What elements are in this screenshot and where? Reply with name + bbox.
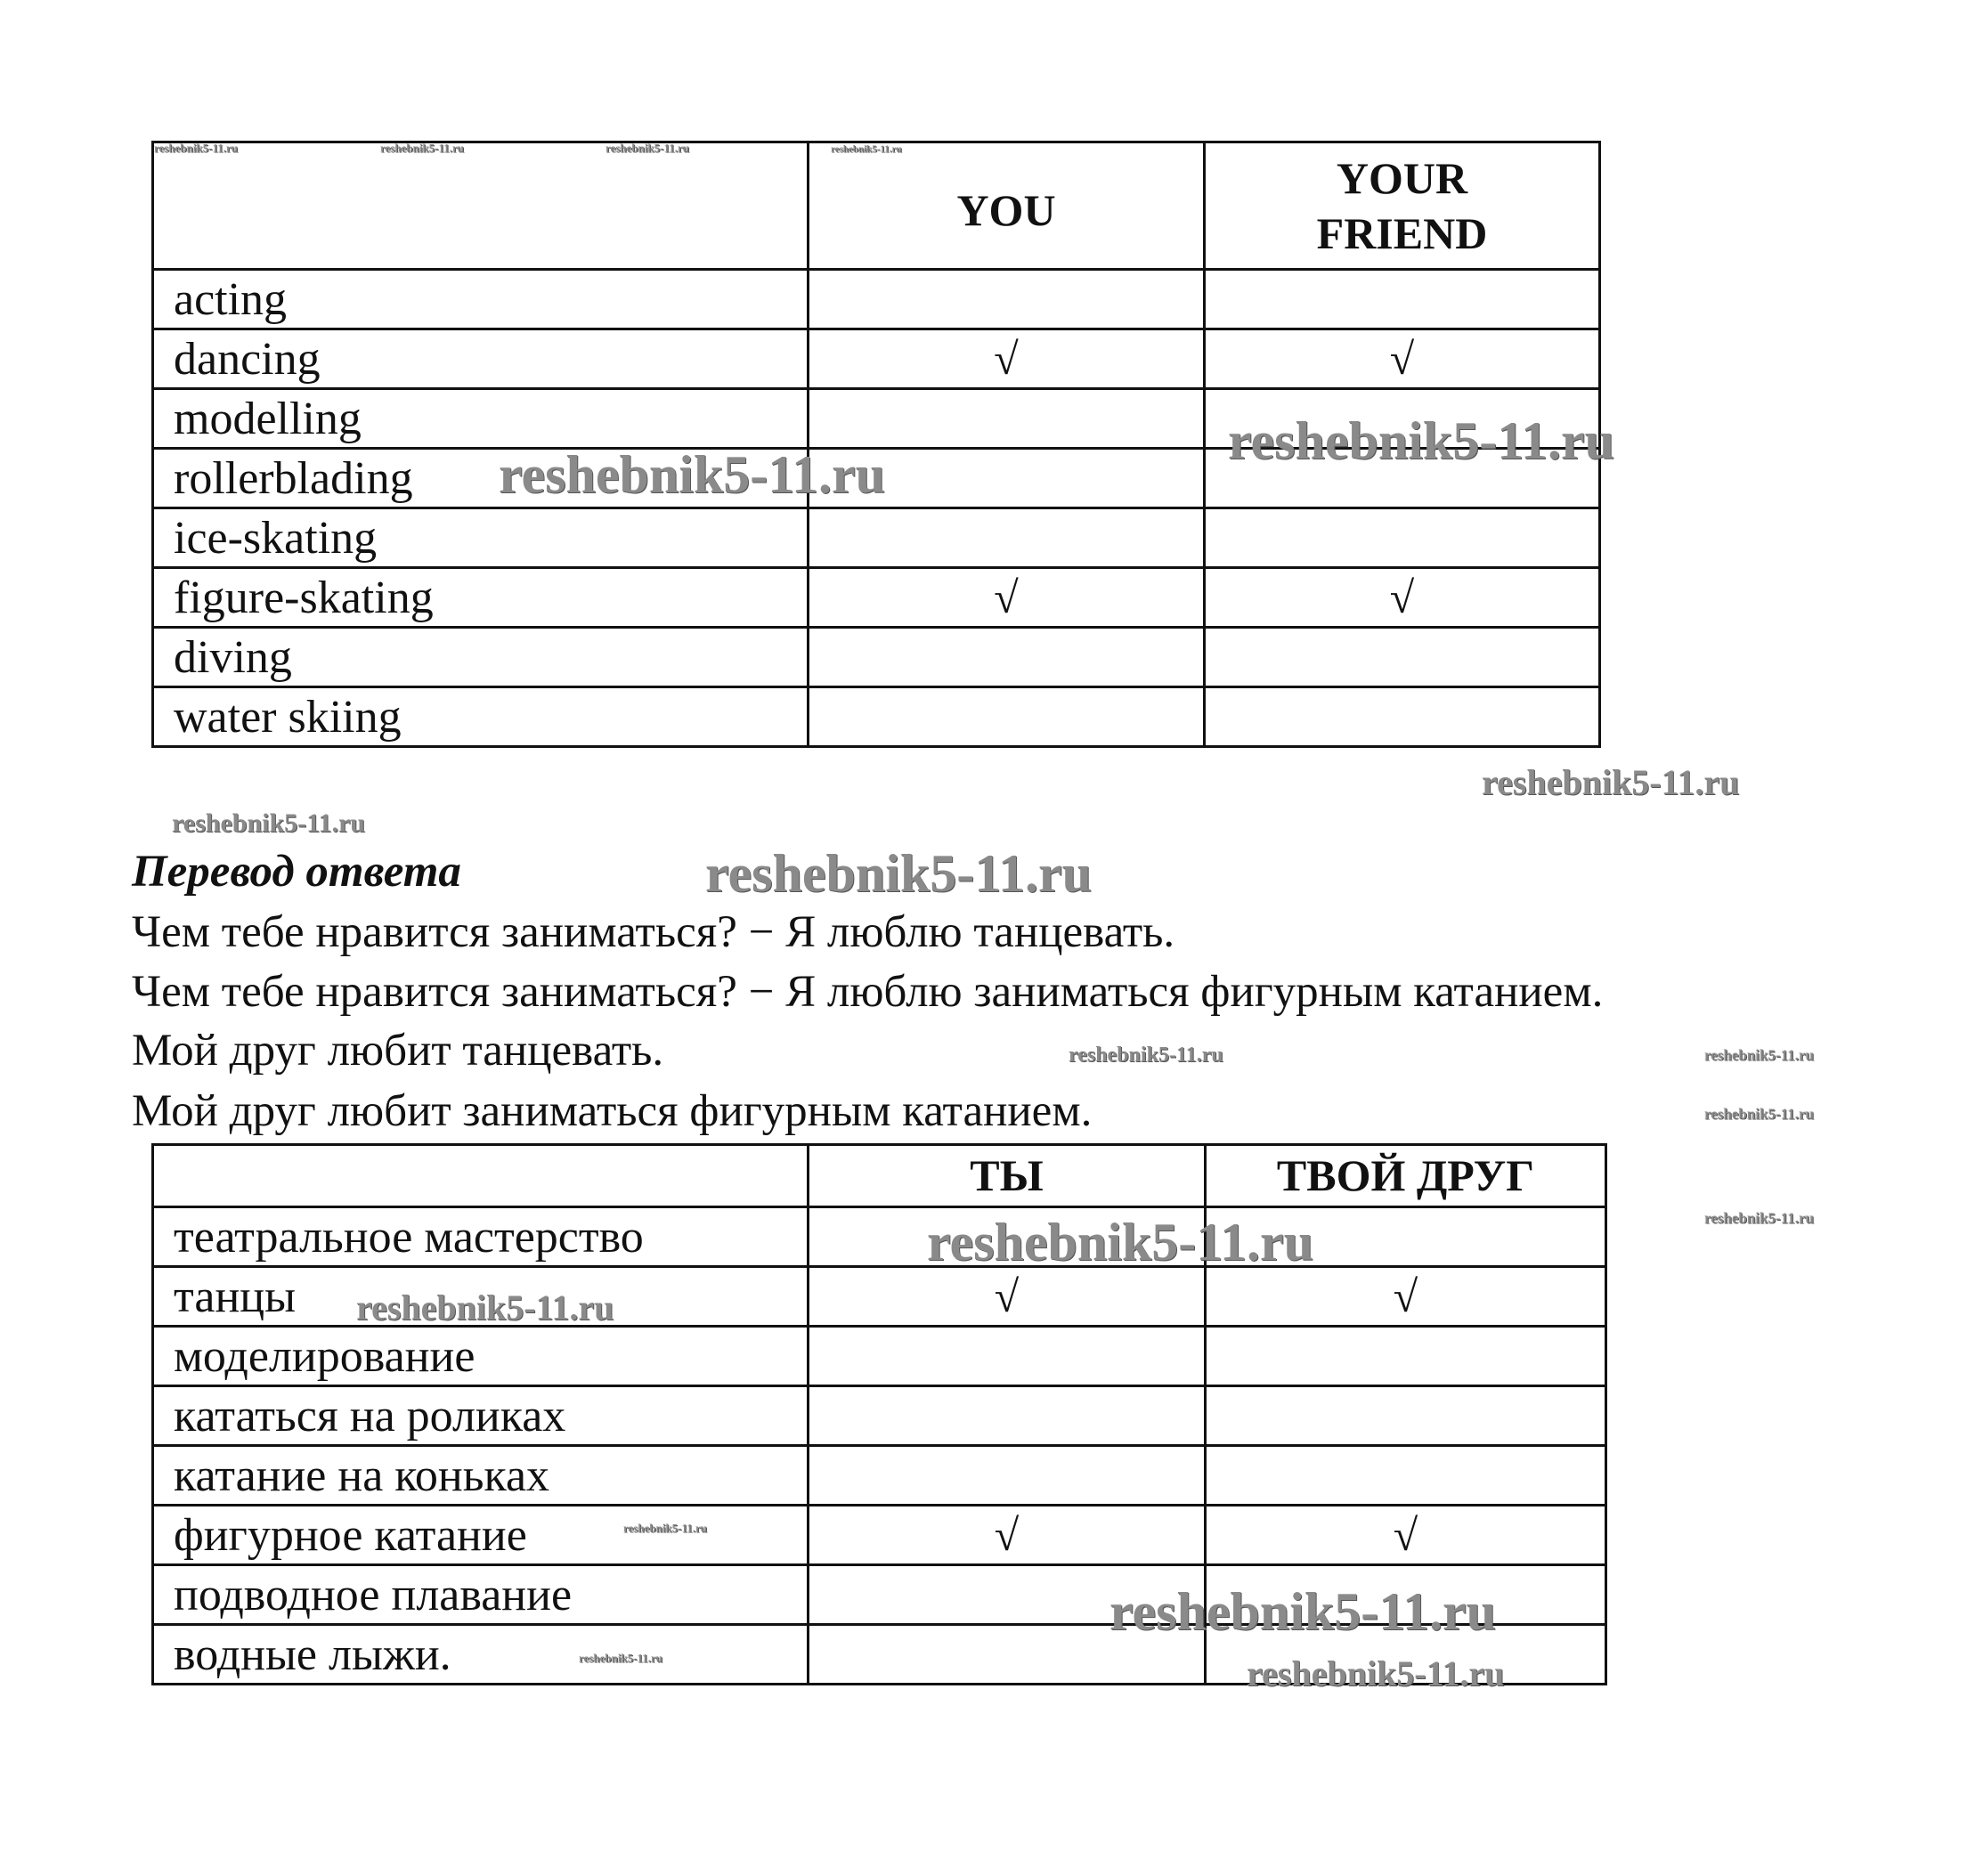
- you-check-cell: [809, 508, 1205, 568]
- watermark: reshebnik5-11.ru: [1228, 411, 1614, 470]
- table-row: [153, 1327, 1606, 1386]
- friend-check-cell: √: [1205, 329, 1600, 389]
- activity-cell: figure-skating: [153, 568, 809, 628]
- activity-cell: подводное плавание: [153, 1565, 809, 1625]
- activity-cell: diving: [153, 628, 809, 687]
- you-check-cell: [809, 1446, 1206, 1506]
- friend-check-cell: [1206, 1327, 1606, 1386]
- you-check-cell: √: [809, 1506, 1206, 1565]
- you-check-cell: [809, 389, 1205, 449]
- header-your-friend-label: YOUR FRIEND: [1316, 152, 1488, 258]
- activity-cell: кататься на роликах: [153, 1386, 809, 1446]
- friend-check-cell: √: [1206, 1506, 1606, 1565]
- translation-line: Мой друг любит танцевать.: [132, 1026, 664, 1076]
- header-your-friend: ТВОЙ ДРУГ: [1206, 1145, 1606, 1207]
- activity-cell: water skiing: [153, 687, 809, 747]
- watermark: reshebnik5-11.ru: [705, 844, 1092, 903]
- table-row: [153, 1207, 1606, 1267]
- you-check-cell: √: [809, 568, 1205, 628]
- table-row: [153, 1506, 1606, 1565]
- translation-line: Чем тебе нравится заниматься? − Я люблю заниматься фигурным катанием.: [132, 967, 1604, 1017]
- translation-line: Мой друг любит заниматься фигурным катанием.: [132, 1086, 1093, 1136]
- table-row: [153, 687, 1600, 747]
- activity-cell: ice-skating: [153, 508, 809, 568]
- friend-check-cell: [1206, 1386, 1606, 1446]
- table-row: [153, 270, 1600, 329]
- you-check-cell: [809, 1386, 1206, 1446]
- activity-cell: танцы: [153, 1267, 809, 1327]
- header-you: YOU: [809, 142, 1205, 270]
- you-check-cell: [809, 270, 1205, 329]
- watermark: reshebnik5-11.ru: [1704, 1105, 1814, 1123]
- watermark: reshebnik5-11.ru: [154, 141, 239, 155]
- table-row: [153, 329, 1600, 389]
- friend-check-cell: √: [1205, 568, 1600, 628]
- watermark: reshebnik5-11.ru: [831, 143, 902, 155]
- table-row: [153, 1446, 1606, 1506]
- table-row: [153, 508, 1600, 568]
- activity-cell: dancing: [153, 329, 809, 389]
- watermark: reshebnik5-11.ru: [579, 1651, 663, 1665]
- watermark: reshebnik5-11.ru: [927, 1213, 1313, 1271]
- watermark: reshebnik5-11.ru: [606, 141, 690, 155]
- table-row: [153, 568, 1600, 628]
- activity-cell: катание на коньках: [153, 1446, 809, 1506]
- friend-check-cell: [1205, 270, 1600, 329]
- you-check-cell: √: [809, 1267, 1206, 1327]
- watermark: reshebnik5-11.ru: [499, 445, 885, 504]
- header-your-friend: [1205, 142, 1600, 270]
- you-check-cell: [809, 1327, 1206, 1386]
- watermark: reshebnik5-11.ru: [1482, 762, 1740, 802]
- you-check-cell: [809, 687, 1205, 747]
- you-check-cell: [809, 628, 1205, 687]
- translation-title: Перевод ответа: [132, 847, 461, 897]
- translation-line: Чем тебе нравится заниматься? − Я люблю танцевать.: [132, 907, 1175, 957]
- friend-check-cell: [1205, 508, 1600, 568]
- header-you: ТЫ: [809, 1145, 1206, 1207]
- watermark: reshebnik5-11.ru: [1704, 1046, 1814, 1064]
- watermark: reshebnik5-11.ru: [172, 808, 365, 838]
- activity-cell: фигурное катание: [153, 1506, 809, 1565]
- activity-cell: rollerblading: [153, 449, 809, 508]
- watermark: reshebnik5-11.ru: [380, 141, 465, 155]
- activity-cell: modelling: [153, 389, 809, 449]
- activity-cell: театральное мастерство: [153, 1207, 809, 1267]
- table-header-row: [153, 1145, 1606, 1207]
- activity-cell: водные лыжи.: [153, 1625, 809, 1685]
- friend-check-cell: [1205, 687, 1600, 747]
- watermark: reshebnik5-11.ru: [1069, 1044, 1223, 1067]
- watermark: reshebnik5-11.ru: [1247, 1653, 1505, 1693]
- you-check-cell: √: [809, 329, 1205, 389]
- activity-cell: моделирование: [153, 1327, 809, 1386]
- table-row: [153, 628, 1600, 687]
- header-activity: [153, 142, 809, 270]
- friend-check-cell: [1205, 628, 1600, 687]
- watermark: reshebnik5-11.ru: [1109, 1582, 1496, 1641]
- watermark: reshebnik5-11.ru: [623, 1521, 708, 1535]
- watermark: reshebnik5-11.ru: [356, 1287, 614, 1328]
- header-activity: [153, 1145, 809, 1207]
- friend-check-cell: [1206, 1446, 1606, 1506]
- friend-check-cell: √: [1206, 1267, 1606, 1327]
- table-header-row: [153, 142, 1600, 270]
- table-row: [153, 1386, 1606, 1446]
- activity-cell: acting: [153, 270, 809, 329]
- watermark: reshebnik5-11.ru: [1704, 1209, 1814, 1227]
